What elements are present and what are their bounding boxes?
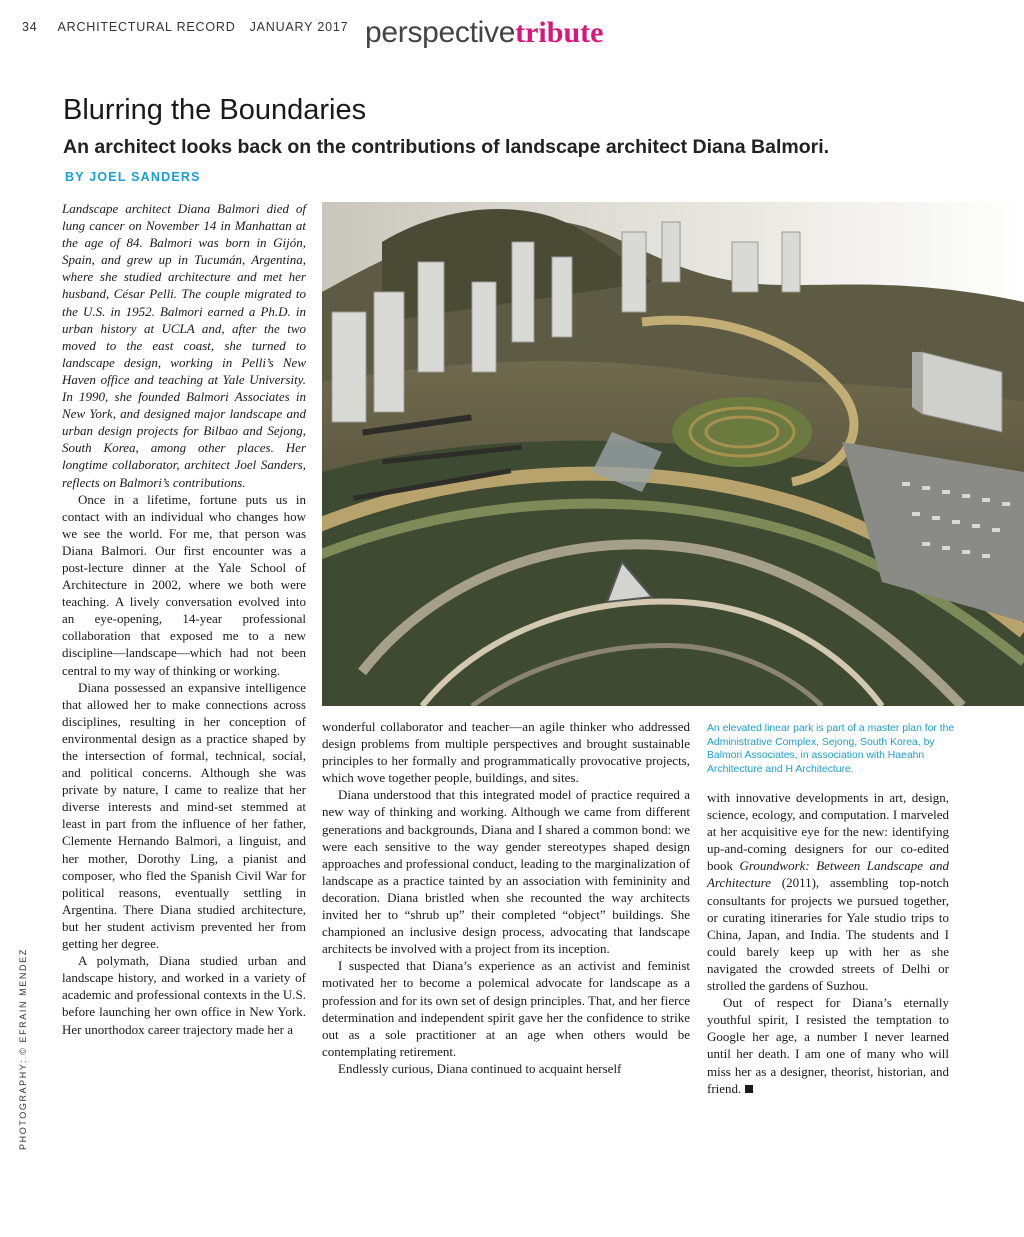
section-prefix: perspective — [365, 16, 516, 49]
body-paragraph: I suspected that Diana’s experience as an activist and feminist motivated her to become a polemical advocate for landscape as a profession and for its own set of design principles. That, and her fierce determination and independent spirit gave her the confidence to strike out as a sole practitioner at an age when others would be contemplating retirement. — [322, 958, 690, 1059]
body-paragraph: Endlessly curious, Diana continued to acquaint herself — [338, 1060, 622, 1076]
text-column-2 — [322, 718, 690, 1077]
page-folio — [22, 20, 348, 34]
publication-name: ARCHITECTURAL RECORD — [57, 20, 236, 34]
body-paragraph: Diana understood that this integrated model of practice required a new way of thinking and working. Although we came from different generations and backgrounds, Diana and I shared a common bond: we were each sensitive to the way gender stereotypes shaped design approaches and professional conduct, leading to the marginalization of landscape as a practice tainted by an association with femininity and decoration. Diana bristled when she recounted the way architects invited her to “shrub up” their completed “object” buildings. She championed an inclusive design process, advocating that landscape architects be involved with a project from its inception. — [322, 787, 690, 957]
body-paragraph: Diana possessed an expansive intelligence that allowed her to make connections across disciplines, resulting in her conception of environmental design as a practice shaped by the intersection of formal, technical, social, and political concerns. Although she was private by nature, I came to realize that her diverse interests and mind-set stemmed at least in part from the influence of her father, Clemente Hernando Balmori, a linguist, and her mother, Dorothy Ling, a pianist and composer, who fled the Spanish Civil War for political reasons, eventually settling in Argentina. There Diana studied architecture, but her student activism prevented her from getting her degree. — [62, 679, 306, 952]
aerial-photo-illustration — [322, 202, 1024, 706]
intro-paragraph: Landscape architect Diana Balmori died of lung cancer on November 14 in Manhattan at the age of 84. Balmori was born in Gijón, Spain, and grew up in Tucumán, Argentina, where she studied architecture and met her husband, César Pelli. The couple migrated to the U.S. in 1952. Balmori earned a Ph.D. in urban history at UCLA and, after the two moved to the east coast, she turned to landscape design, working in Pelli’s New Haven office and teaching at Yale University. In 1990, she founded Balmori Associates in New York, and designed major landscape and urban design projects for Bilbao and Sejong, South Korea, among other places. Her longtime collaborator, architect Joel Sanders, reflects on Balmori’s contributions. — [62, 201, 306, 490]
section-name: tribute — [515, 16, 604, 49]
body-paragraph — [707, 789, 949, 994]
body-paragraph: Once in a lifetime, fortune puts us in contact with an individual who changes how we see the world. For me, that person was Diana Balmori. Our first encounter was a post-lecture dinner at the Yale School of Architecture in 2002, where we both were teaching. A lively conversation evolved into an eye-opening, 14-year professional collaboration that exposed me to a new discipline—landscape—which had not been central to my way of thinking or working. — [62, 491, 306, 678]
article-title: Blurring the Boundaries — [63, 94, 367, 126]
body-text: with innovative developments in art, design, science, ecology, and computation. I marveled at her acquisitive eye for the new: identifying up-and-coming designers for our co-edited book — [707, 790, 949, 874]
page-number: 34 — [22, 20, 38, 34]
byline: BY JOEL SANDERS — [65, 170, 201, 184]
aerial-photo — [322, 202, 1024, 706]
section-tag — [365, 18, 603, 48]
body-text: (2011), assembling top-notch consultants for projects we pursued together, or curating itineraries for Yale studio trips to China, Japan, and India. The students and I could barely keep up with her as she navigated the crowded streets of Delhi or strolled the gardens of Suzhou. — [707, 875, 949, 994]
book-title: Groundwork: Between Landscape and Architecture — [707, 858, 949, 891]
text-column-1 — [62, 200, 306, 1038]
article-dek: An architect looks back on the contributions of landscape architect Diana Balmori. — [63, 136, 830, 158]
body-paragraph — [707, 994, 949, 1097]
photo-caption: An elevated linear park is part of a master plan for the Administrative Complex, Sejong, South Korea, by Balmori Associates, in association with Haeahn Architecture and H Architecture. — [707, 723, 955, 775]
issue-date: JANUARY 2017 — [249, 20, 349, 34]
body-paragraph: wonderful collaborator and teacher—an agile thinker who addressed design problems from multiple perspectives and brought sustainable principles to her formally and programmatically provocative projects, which wove together people, buildings, and sites. — [322, 719, 690, 786]
photo-credit: PHOTOGRAPHY: © EFRAIN MENDEZ — [18, 948, 28, 1150]
end-mark-icon — [745, 1085, 753, 1093]
text-column-3 — [707, 789, 949, 1097]
body-text: Out of respect for Diana’s eternally youthful spirit, I resisted the temptation to Google her age, a number I never learned until her death. I am one of many who will miss her as a designer, theorist, historian, and friend. — [707, 995, 949, 1096]
body-paragraph: A polymath, Diana studied urban and landscape history, and worked in a variety of academic and professional contexts in the U.S. before launching her own office in New York. Her unorthodox career trajectory made her a — [62, 953, 306, 1037]
